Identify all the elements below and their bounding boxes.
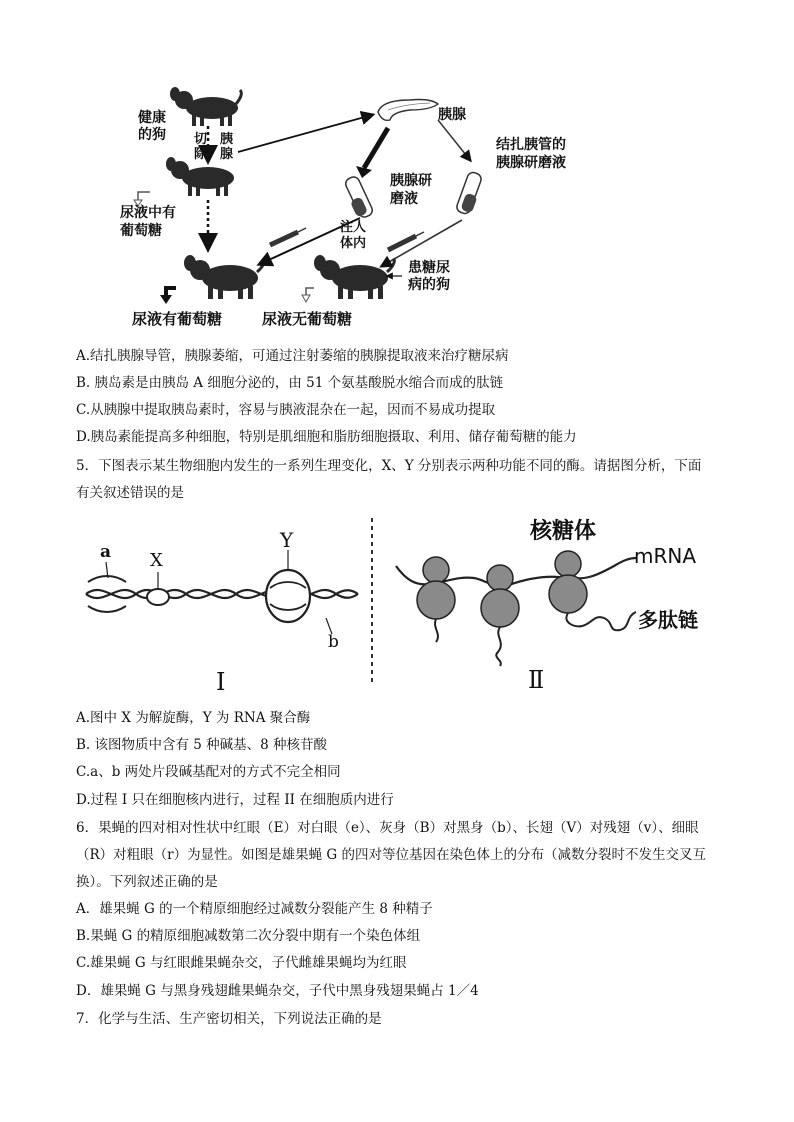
- enzyme-x-icon: [147, 572, 169, 605]
- q5-option-b: B. 该图物质中含有 5 种碱基、8 种核苷酸: [76, 737, 328, 753]
- q6-option-b: B.果蝇 G 的精原细胞减数第二次分裂中期有一个染色体组: [76, 928, 421, 944]
- q4-option-a: A.结扎胰腺导管，胰腺萎缩，可通过注射萎缩的胰腺提取液来治疗糖尿病: [76, 348, 509, 364]
- label-mrna: mRNA: [634, 544, 697, 568]
- label-diabetic-dog: 患糖尿 病的狗: [408, 260, 450, 293]
- q5-option-a: A.图中 X 为解旋酶，Y 为 RNA 聚合酶: [76, 710, 311, 726]
- q4-option-d: D.胰岛素能提高多种细胞，特别是肌细胞和脂肪细胞摄取、利用、储存葡萄糖的能力: [76, 429, 577, 445]
- ribosome-2-icon: [481, 565, 519, 666]
- operated-dog-icon: [166, 157, 234, 196]
- label-ribosome: 核糖体: [530, 519, 597, 544]
- label-urine-has-glucose: 尿液有葡萄糖: [132, 310, 223, 328]
- label-healthy-dog: 健康 的狗: [138, 110, 166, 143]
- result-dog-left-icon: [184, 255, 264, 299]
- transcription-translation-diagram: [74, 508, 718, 702]
- label-y: Y: [280, 528, 294, 552]
- label-process-2: Ⅱ: [528, 666, 545, 694]
- q5-stem-line-1: 5．下图表示某生物细胞内发生的一系列生理变化，X、Y 分别表示两种功能不同的酶。请据图分析，下面: [76, 458, 702, 474]
- test-tube-left-icon: [344, 175, 374, 219]
- test-tube-right-icon: [455, 171, 483, 215]
- q4-option-c: C.从胰腺中提取胰岛素时，容易与胰液混杂在一起，因而不易成功提取: [76, 402, 496, 418]
- pancreas-icon: [378, 100, 438, 121]
- ribosome-3-icon: [549, 551, 636, 630]
- label-b: b: [328, 632, 339, 652]
- label-inject: 注人 体内: [340, 220, 367, 251]
- label-a: a: [100, 542, 112, 562]
- q5-option-d: D.过程 I 只在细胞核内进行，过程 II 在细胞质内进行: [76, 792, 394, 808]
- q5-option-c: C.a、b 两处片段碱基配对的方式不完全相同: [76, 764, 341, 780]
- label-cut: 切 除: [194, 132, 208, 162]
- label-ligated-duct-extract: 结扎胰管的 胰腺研磨液: [496, 137, 566, 171]
- healthy-dog-icon: [170, 87, 241, 126]
- q6-stem-line-3: 换）。下列叙述正确的是: [76, 874, 218, 890]
- enzyme-y-icon: [266, 550, 310, 622]
- label-polypeptide: 多肽链: [638, 608, 698, 632]
- q6-option-c: C.雄果蝇 G 与红眼雌果蝇杂交，子代雌雄果蝇均为红眼: [76, 955, 407, 971]
- diabetic-dog-icon: [314, 255, 394, 299]
- syringe-left-icon: [270, 228, 306, 245]
- label-pancreas-vertical: 胰 腺: [220, 132, 234, 162]
- pancreas-experiment-figure: [120, 80, 590, 330]
- syringe-right-icon: [388, 232, 424, 250]
- label-x: X: [150, 550, 163, 571]
- q6-option-d: D．雄果蝇 G 与黑身残翅雌果蝇杂交，子代中黑身残翅果蝇占 1／4: [76, 983, 479, 999]
- label-pancreas: 胰腺: [438, 107, 466, 123]
- label-process-1: I: [216, 668, 226, 696]
- label-urine-has-glucose-small: 尿液中有 葡萄糖: [120, 205, 176, 239]
- q6-stem-line-2: （R）对粗眼（r）为显性。如图是雄果蝇 G 的四对等位基因在染色体上的分布（减数分裂时不发生交叉互: [76, 847, 706, 863]
- pancreas-experiment-diagram: [120, 80, 590, 330]
- q4-option-b: B. 胰岛素是由胰岛 A 细胞分泌的，由 51 个氨基酸脱水缩合而成的肽链: [76, 375, 504, 391]
- q5-stem-line-2: 有关叙述错误的是: [76, 485, 184, 501]
- dna-helix: [86, 576, 358, 612]
- transcription-translation-figure: [74, 508, 718, 702]
- q7-stem: 7．化学与生活、生产密切相关，下列说法正确的是: [76, 1011, 382, 1027]
- ribosome-1-icon: [417, 557, 455, 642]
- q6-stem-line-1: 6．果蝇的四对相对性状中红眼（E）对白眼（e）、灰身（B）对黑身（b）、长翅（V）对残翅（v）、细眼: [76, 820, 699, 836]
- label-urine-no-glucose: 尿液无葡萄糖: [262, 310, 353, 328]
- label-ground-pancreas-extract: 胰腺研 磨液: [390, 173, 432, 207]
- q6-option-a: A．雄果蝇 G 的一个精原细胞经过减数分裂能产生 8 种精子: [76, 901, 433, 917]
